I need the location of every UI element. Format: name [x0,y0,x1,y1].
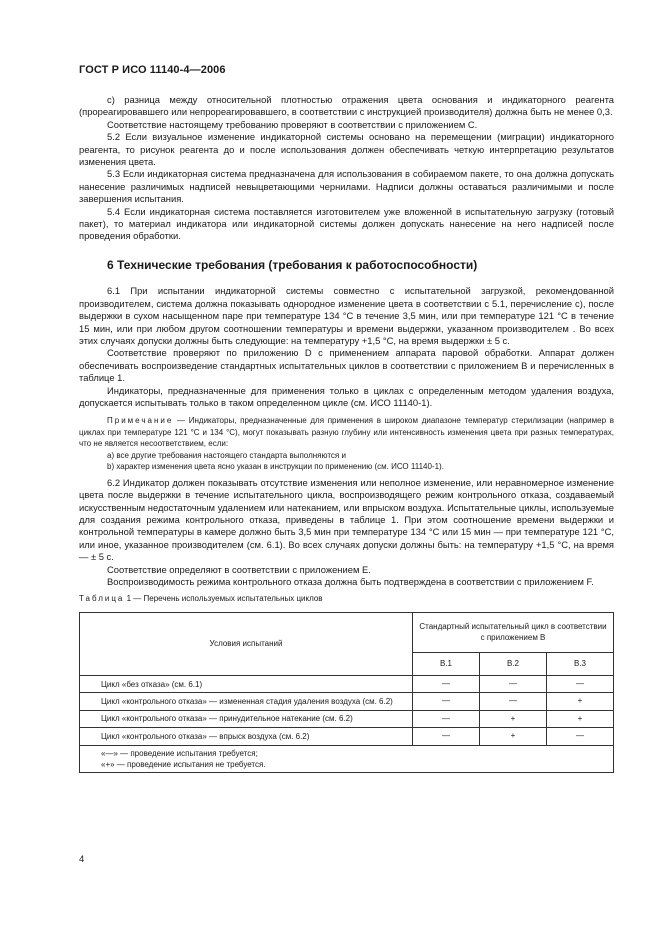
document-header: ГОСТ Р ИСО 11140-4—2006 [79,64,226,76]
paragraph-5-4: 5.4 Если индикаторная система поставляется изготовителем уже вложенной в испытательную загрузку (готовый пакет), то материал индикатора или индикаторной системы должен допускать нанесение на него надписей после проведения обработки. [79,205,614,242]
table-caption [79,593,614,605]
cell-condition: Цикл «контрольного отказа» — принудительное натекание (см. 6.2) [80,710,413,727]
cell-value: — [480,693,547,710]
table-caption-label: Таблица [79,593,125,603]
note-body: — Индикаторы, предназначенные для применения в широком диапазоне температур стерилизации (например в циклах при температуре 121 °С и 134 °С), могут показывать разную глубину или интенсивность изменения цвета при разных температурах, что не является несоответствием, если: [79,416,614,449]
table-row [80,728,614,745]
header-standard-cycle: Стандартный испытательный цикл в соответствии с приложением В [413,612,614,652]
note-text [79,415,614,450]
paragraph-reproducibility: Воспроизводимость режима контрольного отказа должна быть подтверждена в соответствии с приложением F. [107,576,594,588]
table-header-row [80,612,614,652]
cell-value: — [413,728,480,745]
note-label: Примечание [107,416,174,426]
note-item-a: а) все другие требования настоящего стандарта выполняются и [107,450,346,460]
legend-plus: «+» — проведение испытания не требуется. [101,759,266,769]
cell-value: — [547,675,614,692]
header-cycle-b3: В.3 [547,652,614,675]
cell-value: — [413,693,480,710]
page-number: 4 [79,854,85,865]
legend-dash: «—» — проведение испытания требуется; [101,748,258,758]
test-cycles-table [79,612,614,773]
cell-condition: Цикл «контрольного отказа» — впрыск воздуха (см. 6.2) [80,728,413,745]
table-caption-text: 1 — Перечень используемых испытательных циклов [124,593,323,603]
note-item-b: b) характер изменения цвета ясно указан в инструкции по применению (см. ИСО 11140-1). [107,462,444,472]
cell-value: — [413,675,480,692]
cell-value: + [480,728,547,745]
cell-condition: Цикл «без отказа» (см. 6.1) [80,675,413,692]
header-conditions: Условия испытаний [80,612,413,675]
paragraph-conformity-e: Соответствие определяют в соответствии с приложением Е. [107,563,371,575]
paragraph-6-2: 6.2 Индикатор должен показывать отсутствие изменения или неполное изменение, или неравномерное изменение цвета после выдержки в течение испытательного цикла, воспроизводящего режим контрольного отказа, создаваемый искусственным недостаточным удалением или натеканием, или впрыском воздуха. Испытательные циклы, используемые для создания режима контрольного отказа, приведены в таблице 1. При этом соотношение времени выдержки и контрольной температуры в камере должно быть 3,5 мин при температуре 134 °С или 15 мин — при температуре 121 °С, или иное, указанное производителем (см. 6.1). Во всех случаях допуски должны быть: на температуру +1,5 °С, на время — ± 5 с. [79,476,614,563]
paragraph-5-2: 5.2 Если визуальное изменение индикаторной системы основано на перемещении (миграции) индикаторного реагента, то рисунок реагента до и после использования должен обеспечивать четкую интерпретацию результатов изменения цвета. [79,131,614,168]
cell-value: — [547,728,614,745]
cell-value: — [480,675,547,692]
header-cycle-b1: В.1 [413,652,480,675]
table-row [80,693,614,710]
page-content [79,94,614,773]
cell-value: + [547,710,614,727]
cell-value: + [547,693,614,710]
cell-value: + [480,710,547,727]
table-legend [80,745,614,772]
paragraph-5-1c: с) разница между относительной плотностью отражения цвета основания и индикаторного реагента (прореагировавшего или непрореагировавшего, в соответствии с инструкцией производителя) должна быть не менее 0,3. [79,94,614,118]
note-block [79,415,614,473]
table-row [80,710,614,727]
table-row [80,675,614,692]
paragraph-6-1: 6.1 При испытании индикаторной системы совместно с испытательной загрузкой, рекомендованной производителем, система должна показывать однородное изменение цвета в соответствии с 5.1, перечисление с), после выдержки в сухом насыщенном паре при температуре 134 °С в течение 3,5 мин, или при температуре 121 °С в течение 15 мин, или при любом другом соотношении температуры и времени выдержки, указанном производителем . Во всех этих случаях допуски должны быть следующие: на температуру +1,5 °С, на время выдержки ± 5 с. [79,285,614,346]
cell-value: — [413,710,480,727]
paragraph-indicators: Индикаторы, предназначенные для применения только в циклах с определенным методом удаления воздуха, допускается испытывать только в таком определенном цикле (см. ИСО 11140-1). [79,384,614,408]
section-heading: 6 Технические требования (требования к работоспособности) [107,257,478,272]
paragraph-conformity-c: Соответствие настоящему требованию проверяют в соответствии с приложением С. [107,118,478,130]
header-cycle-b2: В.2 [480,652,547,675]
cell-condition: Цикл «контрольного отказа» — измененная стадия удаления воздуха (см. 6.2) [80,693,413,710]
table-legend-row [80,745,614,772]
paragraph-conformity-d: Соответствие проверяют по приложению D с применением аппарата паровой обработки. Аппарат должен обеспечивать воспроизведение стандартных испытательных циклов в соответствии с приложением В и перечисленных в таблице 1. [79,347,614,384]
paragraph-5-3: 5.3 Если индикаторная система предназначена для использования в собираемом пакете, то она должна допускать нанесение различимых надписей невыцветающими чернилами. Надписи должны оставаться различимыми и после завершения испытания. [79,168,614,205]
